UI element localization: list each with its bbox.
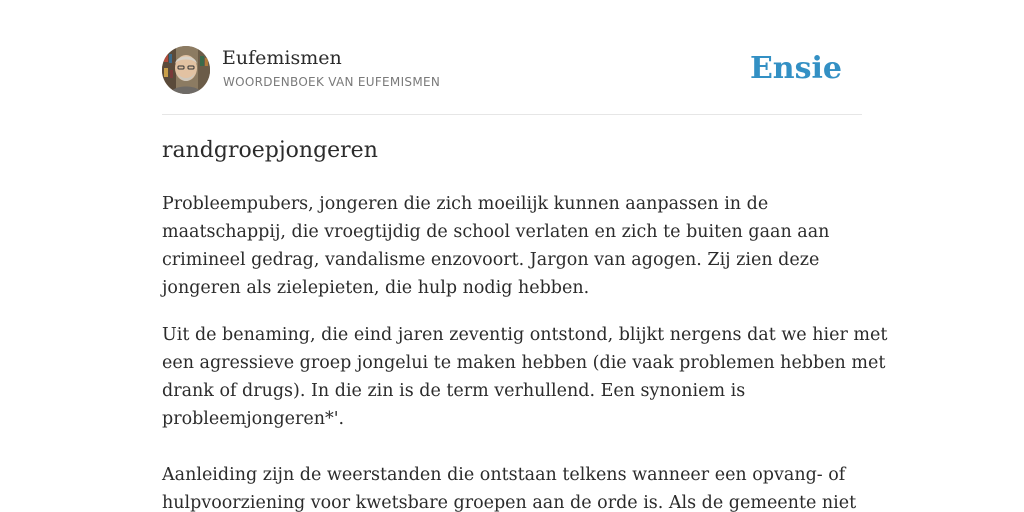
paragraph-3-line: Aanleiding zijn de weerstanden die ontstaan telkens wanneer een opvang- of bbox=[162, 465, 846, 485]
site-header bbox=[162, 46, 862, 115]
avatar-portrait-image bbox=[162, 46, 210, 94]
paragraph-1-line: jongeren als zielepieten, die hulp nodig hebben. bbox=[162, 278, 590, 298]
paragraph-spacer bbox=[162, 433, 862, 461]
author-name[interactable]: Eufemismen bbox=[222, 47, 342, 69]
paragraph-1-line: Probleempubers, jongeren die zich moeilijk kunnen aanpassen in de bbox=[162, 194, 769, 214]
paragraph-spacer bbox=[162, 302, 862, 321]
author-subtitle[interactable]: WOORDENBOEK VAN EUFEMISMEN bbox=[223, 75, 441, 89]
paragraph-1-line: maatschappij, die vroegtijdig de school verlaten en zich te buiten gaan aan bbox=[162, 222, 830, 242]
entry-title: randgroepjongeren bbox=[162, 138, 378, 163]
entry-body bbox=[162, 190, 888, 512]
paragraph-2-line: Uit de benaming, die eind jaren zeventig ontstond, blijkt nergens dat we hier met bbox=[162, 325, 888, 345]
paragraph-3-line: hulpvoorziening voor kwetsbare groepen aan de orde is. Als de gemeente niet bbox=[162, 493, 857, 512]
paragraph-2-line: een agressieve groep jongelui te maken hebben (die vaak problemen hebben met bbox=[162, 353, 886, 373]
paragraph-1-line: crimineel gedrag, vandalisme enzovoort. Jargon van agogen. Zij zien deze bbox=[162, 250, 820, 270]
paragraph-2-line: drank of drugs). In die zin is de term verhullend. Een synoniem is bbox=[162, 381, 746, 401]
paragraph-2-line: probleemjongeren*'. bbox=[162, 409, 345, 429]
ensie-logo-link[interactable]: Ensie bbox=[749, 51, 842, 86]
author-avatar[interactable] bbox=[162, 46, 210, 94]
